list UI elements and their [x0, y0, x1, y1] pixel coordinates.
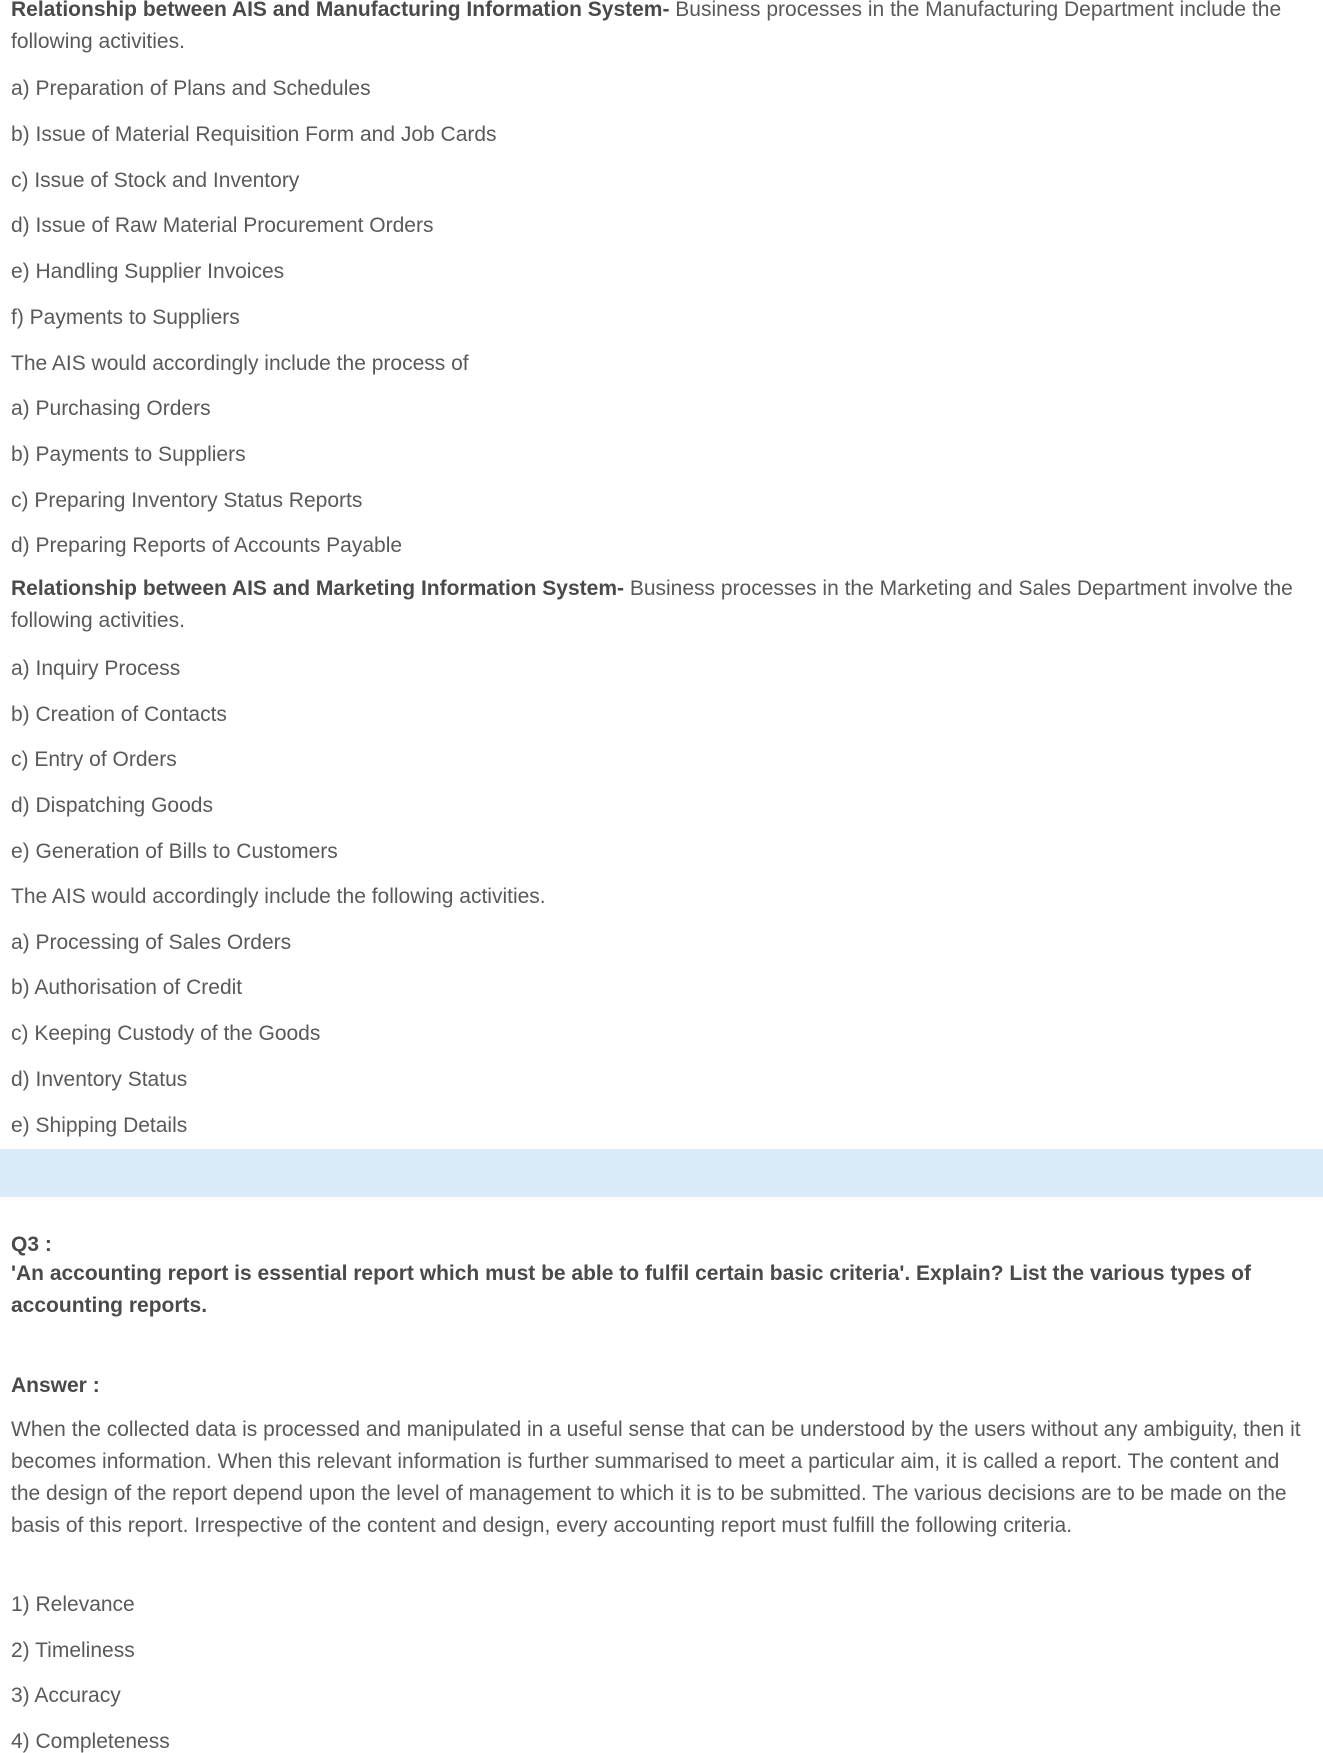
list-item: c) Keeping Custody of the Goods [11, 1022, 321, 1045]
question-label: Q3 : [11, 1233, 52, 1256]
list-item: c) Entry of Orders [11, 748, 177, 771]
list-item: b) Authorisation of Credit [11, 976, 243, 999]
list-item: a) Purchasing Orders [11, 397, 211, 420]
manufacturing-heading-paragraph [11, 0, 1311, 58]
marketing-heading: Relationship between AIS and Marketing Information System- [11, 577, 624, 600]
list-item: d) Dispatching Goods [11, 794, 213, 817]
list-item: b) Creation of Contacts [11, 703, 227, 726]
marketing-ais-intro: The AIS would accordingly include the following activities. [11, 885, 546, 908]
list-item: c) Preparing Inventory Status Reports [11, 489, 363, 512]
section-divider-band [0, 1149, 1323, 1197]
manufacturing-heading: Relationship between AIS and Manufacturing Information System- [11, 0, 670, 21]
list-item: c) Issue of Stock and Inventory [11, 169, 300, 192]
list-item: d) Inventory Status [11, 1068, 188, 1091]
marketing-intro: Business processes in the Marketing and Sales Department involve the following activities. [11, 577, 1293, 632]
list-item: b) Payments to Suppliers [11, 443, 246, 466]
list-item: f) Payments to Suppliers [11, 306, 240, 329]
question-text: 'An accounting report is essential report which must be able to fulfil certain basic criteria'. Explain? List the various types of accounting reports. [11, 1262, 1251, 1317]
list-item: a) Processing of Sales Orders [11, 931, 292, 954]
marketing-heading-paragraph [11, 573, 1311, 637]
manufacturing-ais-intro: The AIS would accordingly include the process of [11, 352, 469, 375]
list-item: 2) Timeliness [11, 1639, 135, 1662]
list-item: b) Issue of Material Requisition Form and Job Cards [11, 123, 497, 146]
list-item: 3) Accuracy [11, 1684, 121, 1707]
answer-label: Answer : [11, 1374, 100, 1397]
answer-paragraph: When the collected data is processed and manipulated in a useful sense that can be understood by the users without any ambiguity, then it becomes information. When this relevant information is further summarised to meet a particular aim, it is called a report. The content and the design of the report depend upon the level of management to which it is to be submitted. The various decisions are to be made on the basis of this report. Irrespective of the content and design, every accounting report must fulfill the following criteria. [11, 1418, 1301, 1537]
list-item: 1) Relevance [11, 1593, 135, 1616]
manufacturing-intro: Business processes in the Manufacturing Department include the following activities. [11, 0, 1282, 53]
list-item: d) Issue of Raw Material Procurement Orders [11, 214, 434, 237]
list-item: a) Preparation of Plans and Schedules [11, 77, 371, 100]
list-item: e) Generation of Bills to Customers [11, 840, 338, 863]
list-item: e) Shipping Details [11, 1114, 188, 1137]
list-item: 4) Completeness [11, 1730, 170, 1753]
list-item: a) Inquiry Process [11, 657, 181, 680]
list-item: e) Handling Supplier Invoices [11, 260, 285, 283]
list-item: d) Preparing Reports of Accounts Payable [11, 534, 403, 557]
